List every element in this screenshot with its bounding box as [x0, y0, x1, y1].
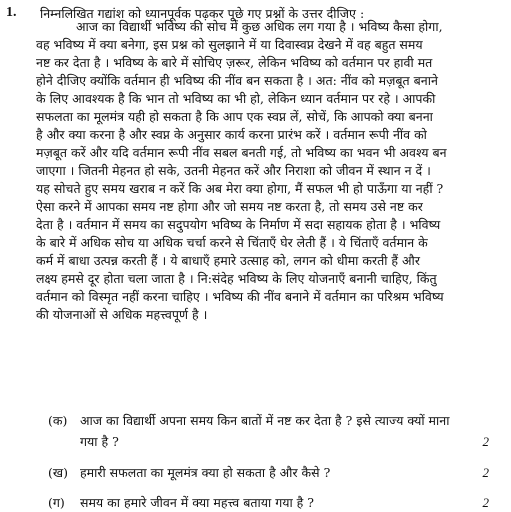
passage-line: वह भविष्य में क्या बनेगा, इस प्रश्न को सुलझाने में या दिवास्वप्न देखने में वह बहुत समय	[36, 37, 423, 52]
passage-line: मज़बूत करें और यदि वर्तमान रूपी नींव सबल बनती गई, तो भविष्य का भवन भी अवश्य बन	[36, 145, 447, 160]
passage-line: नष्ट कर देता है । भविष्य के बारे में सोचिए ज़रूर, लेकिन भविष्य को वर्तमान पर हावी मत	[36, 55, 433, 70]
passage-line: देता है । वर्तमान में समय का सदुपयोग भविष्य के निर्माण में सदा सहायक होता है । भविष्य	[36, 217, 441, 232]
subquestion-label: (ख)	[48, 465, 68, 480]
passage-line: कर्म में बाधा उत्पन्न करती हैं । ये बाधाएँ हमारे उत्साह को, लगन को धीमा करती हैं और	[36, 253, 420, 268]
marks-value: 2	[482, 434, 489, 449]
subquestion-label: (क)	[48, 413, 68, 428]
passage-line: होने दीजिए क्योंकि वर्तमान ही भविष्य की नींव बन सकता है । अत: नींव को मज़बूत बनाने	[36, 73, 438, 88]
question-number: 1.	[6, 5, 17, 20]
marks-value: 2	[482, 495, 489, 510]
passage-line: ऐसा करने में आपका समय नष्ट होगा और जो समय नष्ट करता है, तो समय उसे नष्ट कर	[36, 199, 423, 214]
passage-line: सफलता का मूलमंत्र यही हो सकता है कि आप एक स्वप्न लें, सोचें, कि आपको क्या बनना	[36, 109, 433, 124]
subquestion-label: (ग)	[48, 495, 65, 510]
passage-line: आज का विद्यार्थी भविष्य की सोच में कुछ अधिक लग गया है । भविष्य कैसा होगा,	[76, 19, 443, 34]
passage-line: लक्ष्य हमसे दूर होता चला जाता है । नि:संदेह भविष्य के लिए योजनाएँ बनानी चाहिए, किंतु	[36, 271, 437, 286]
passage-line: के बारे में अधिक सोच या अधिक चर्चा करने से चिंताएँ घेर लेती हैं । ये चिंताएँ वर्तमान के	[36, 235, 428, 250]
subquestion-text: आज का विद्यार्थी अपना समय किन बातों में नष्ट कर देता है ? इसे त्याज्य क्यों माना	[80, 413, 450, 428]
passage-line: है और क्या करना है और स्वप्न के अनुसार कार्य करना प्रारंभ करें । वर्तमान रूपी नींव को	[36, 127, 427, 142]
subquestion-text-continued: गया है ?	[80, 434, 119, 449]
passage-line: के लिए आवश्यक है कि भान तो भविष्य का भी हो, लेकिन ध्यान वर्तमान पर रहे । आपकी	[36, 91, 436, 106]
passage-line: यह सोचते हुए समय खराब न करें कि अब मेरा क्या होगा, मैं सफल भी हो पाऊँगा या नहीं ?	[36, 181, 444, 196]
subquestion-text: समय का हमारे जीवन में क्या महत्त्व बताया गया है ?	[80, 495, 314, 510]
passage-line: वर्तमान को विस्मृत नहीं करना चाहिए । भविष्य की नींव बनाने में वर्तमान का परिश्रम भविष्य	[36, 289, 444, 304]
passage-line: जाएगा । जितनी मेहनत हो सके, उतनी मेहनत करें और निराशा को जीवन में स्थान न दें ।	[36, 163, 431, 178]
subquestion-text: हमारी सफलता का मूलमंत्र क्या हो सकता है और कैसे ?	[80, 465, 331, 480]
question-instruction: निम्नलिखित गद्यांश को ध्यानपूर्वक पढ़कर पूछे गए प्रश्नों के उत्तर दीजिए :	[40, 6, 365, 21]
passage-line: की योजनाओं से अधिक महत्त्वपूर्ण है ।	[36, 307, 208, 322]
marks-value: 2	[482, 465, 489, 480]
